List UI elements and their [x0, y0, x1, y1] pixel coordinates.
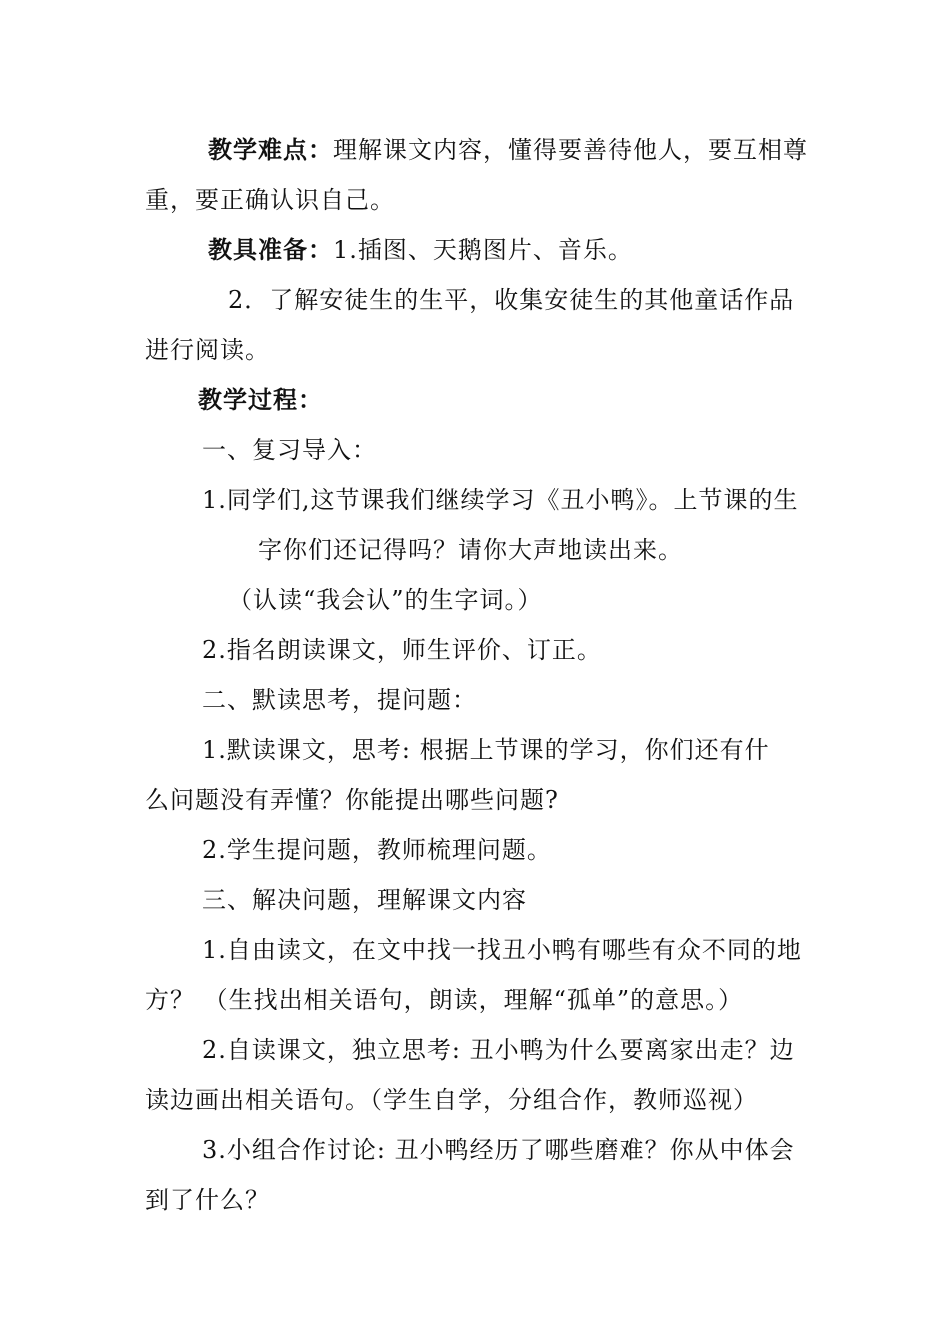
section-three-item-2-line-1: 2.自读课文，独立思考: 丑小鸭为什么要离家出走？边	[202, 1036, 795, 1064]
difficulty-line-2: 重，要正确认识自己。	[145, 186, 395, 214]
section-one-item-1-line-1: 1.同学们,这节课我们继续学习《丑小鸭》。上节课的生	[202, 486, 799, 514]
section-three-item-2-line-2: 读边画出相关语句。（学生自学，分组合作，教师巡视）	[145, 1086, 758, 1114]
tools-item-2-line-2: 进行阅读。	[145, 336, 270, 364]
section-two-item-1-line-1: 1.默读课文，思考: 根据上节课的学习，你们还有什	[202, 736, 770, 764]
section-three-title: 三、解决问题，理解课文内容	[202, 886, 527, 914]
section-one-title: 一、复习导入：	[202, 436, 377, 464]
section-one-note: （认读“我会认”的生字词。）	[228, 586, 543, 614]
difficulty-line-1	[208, 135, 808, 165]
section-one-item-2: 2.指名朗读课文，师生评价、订正。	[202, 636, 602, 664]
tools-item-2-line-1: 2．了解安徒生的生平，收集安徒生的其他童话作品	[228, 286, 795, 314]
section-three-item-1-line-2: 方？ （生找出相关语句，朗读，理解“孤单”的意思。）	[145, 986, 744, 1014]
difficulty-label: 教学难点：	[208, 136, 333, 164]
section-two-item-2: 2.学生提问题，教师梳理问题。	[202, 836, 552, 864]
section-three-item-1-line-1: 1.自由读文，在文中找一找丑小鸭有哪些有众不同的地	[202, 936, 802, 964]
tools-label: 教具准备：	[208, 236, 333, 264]
tools-line-1	[208, 235, 633, 265]
section-two-title: 二、默读思考，提问题：	[202, 686, 477, 714]
process-label: 教学过程：	[198, 386, 323, 414]
section-two-item-1-line-2: 么问题没有弄懂？你能提出哪些问题?	[145, 786, 559, 814]
tools-item-1: 1.插图、天鹅图片、音乐。	[333, 236, 633, 264]
difficulty-text: 理解课文内容，懂得要善待他人，要互相尊	[333, 136, 808, 164]
section-three-item-3-line-1: 3.小组合作讨论: 丑小鸭经历了哪些磨难？你从中体会	[202, 1136, 795, 1164]
section-three-item-3-line-2: 到了什么？	[145, 1186, 270, 1214]
section-one-item-1-line-2: 字你们还记得吗？请你大声地读出来。	[258, 536, 683, 564]
